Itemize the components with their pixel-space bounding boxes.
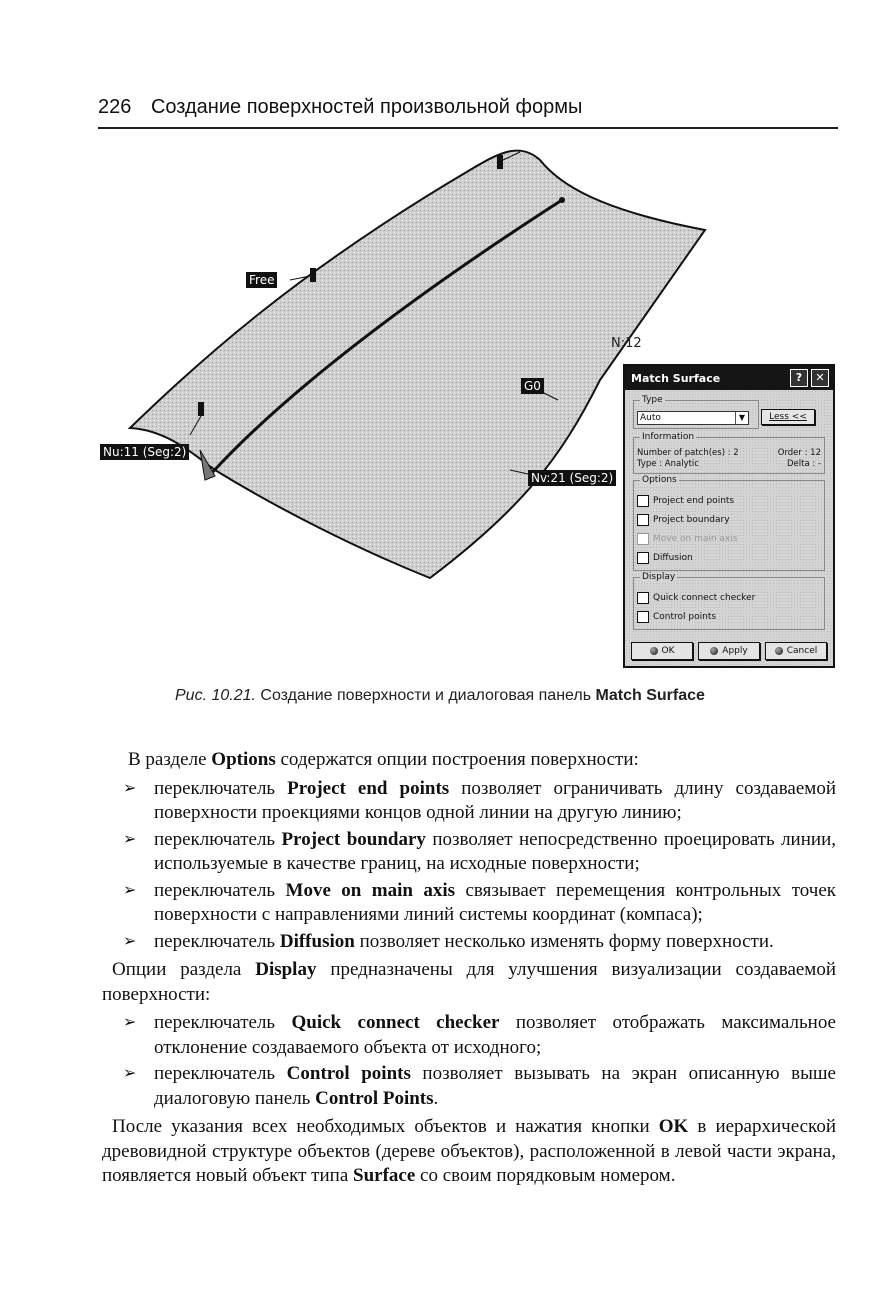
move-on-main-axis-checkbox: [637, 529, 821, 548]
type-group: [633, 395, 759, 429]
cancel-button[interactable]: [765, 642, 827, 660]
cancel-ball-icon: [775, 647, 783, 655]
order-info: Order : 12: [777, 448, 821, 458]
checkbox-label: Project end points: [653, 495, 735, 506]
less-button[interactable]: Less <<: [761, 409, 815, 425]
project-boundary-checkbox[interactable]: [637, 510, 821, 529]
diffusion-checkbox[interactable]: [637, 548, 821, 567]
nu-label: Nu:11 (Seg:2): [100, 444, 189, 460]
bullet-arrow-icon: ➢: [123, 1065, 137, 1082]
ok-ball-icon: [650, 647, 658, 655]
nv-label: Nv:21 (Seg:2): [528, 470, 616, 486]
list-item: ➢ переключатель Quick connect checker позволяет отображать максимальное отклонение создаваемого объекта от исходного;: [123, 1012, 836, 1058]
display-group: [633, 572, 825, 630]
type-select-value: Auto: [640, 413, 661, 423]
display-list: [118, 1011, 836, 1111]
dialog-titlebar[interactable]: [625, 366, 833, 390]
caption-text: Создание поверхности и диалоговая панель: [260, 687, 592, 704]
apply-label: Apply: [722, 646, 748, 656]
checkbox-icon[interactable]: [637, 611, 649, 623]
quick-connect-checker-checkbox[interactable]: [637, 588, 821, 607]
dialog-title: Match Surface: [631, 371, 721, 385]
information-group: [633, 432, 825, 474]
checkbox-icon[interactable]: [637, 552, 649, 564]
body-text: [102, 748, 836, 1193]
control-points-checkbox[interactable]: [637, 607, 821, 626]
list-item: ➢ переключатель Project boundary позволяет непосредственно проецировать линии, используемые в качестве границ, на исходные поверхности;: [123, 828, 836, 874]
type-info: Type : Analytic: [637, 459, 699, 469]
page-header: [98, 96, 838, 119]
figure-caption: [175, 687, 705, 705]
list-item: ➢ переключатель Control points позволяет вызывать на экран описанную выше диалоговую панель Control Points.: [123, 1063, 836, 1109]
caption-bold: Match Surface: [595, 687, 705, 704]
ok-label: OK: [661, 646, 675, 656]
checkbox-label: Move on main axis: [653, 533, 738, 544]
checkbox-icon[interactable]: [637, 514, 649, 526]
help-icon[interactable]: ?: [790, 369, 808, 387]
project-end-points-checkbox[interactable]: [637, 491, 821, 510]
bullet-arrow-icon: ➢: [123, 779, 137, 797]
list-item: ➢ переключатель Diffusion позволяет несколько изменять форму поверхности.: [118, 930, 836, 955]
options-group-label: Options: [642, 475, 677, 485]
free-label: Free: [246, 272, 277, 288]
close-icon[interactable]: ✕: [811, 369, 829, 387]
patches-info: Number of patch(es) : 2: [637, 448, 739, 458]
checkbox-label: Project boundary: [653, 514, 730, 525]
checkbox-label: Control points: [653, 611, 717, 622]
bullet-arrow-icon: ➢: [123, 881, 137, 899]
type-select[interactable]: [637, 411, 749, 425]
checkbox-label: Diffusion: [653, 552, 693, 563]
apply-ball-icon: [710, 647, 718, 655]
chapter-title: Создание поверхностей произвольной формы: [150, 96, 583, 118]
checkbox-icon: [637, 533, 649, 545]
paragraph-options: В разделе Options содержатся опции построения поверхности:: [128, 749, 639, 770]
n12-label: N:12: [611, 336, 642, 351]
type-group-label: Type: [642, 395, 663, 405]
checkbox-icon[interactable]: [637, 592, 649, 604]
dialog-buttons: [631, 642, 827, 660]
apply-button[interactable]: [698, 642, 760, 660]
header-rule: [98, 127, 838, 129]
bullet-arrow-icon: ➢: [123, 932, 137, 950]
checkbox-icon[interactable]: [637, 495, 649, 507]
match-surface-dialog: [623, 364, 835, 668]
chevron-down-icon[interactable]: ▼: [735, 412, 748, 424]
cancel-label: Cancel: [786, 646, 818, 656]
bullet-arrow-icon: ➢: [123, 830, 137, 848]
paragraph-display: Опции раздела Display предназначены для улучшения визуализации создаваемой поверхности:: [102, 959, 836, 1005]
page-number: 226: [98, 96, 132, 118]
list-item: ➢ переключатель Project end points позволяет ограничивать длину создаваемой поверхности проекциями концов одной линии на другую линию;: [123, 777, 836, 823]
options-group: [633, 475, 825, 571]
caption-prefix: Рис. 10.21.: [175, 687, 256, 704]
list-item: ➢ переключатель Move on main axis связывает перемещения контрольных точек поверхности с направлениями линий системы координат (компаса);: [123, 879, 836, 925]
ok-button[interactable]: [631, 642, 693, 660]
display-group-label: Display: [642, 572, 676, 582]
g0-label: G0: [521, 378, 544, 394]
information-group-label: Information: [642, 432, 695, 442]
checkbox-label: Quick connect checker: [653, 592, 756, 603]
options-list: [118, 777, 836, 955]
paragraph-surface: После указания всех необходимых объектов и нажатия кнопки OK в иерархической древовидной структуре объектов (дереве объектов), расположенной в левой части экрана, появляется новый объект типа Surface со своим порядковым номером.: [102, 1116, 836, 1186]
bullet-arrow-icon: ➢: [123, 1014, 137, 1031]
delta-info: Delta : -: [786, 459, 821, 469]
